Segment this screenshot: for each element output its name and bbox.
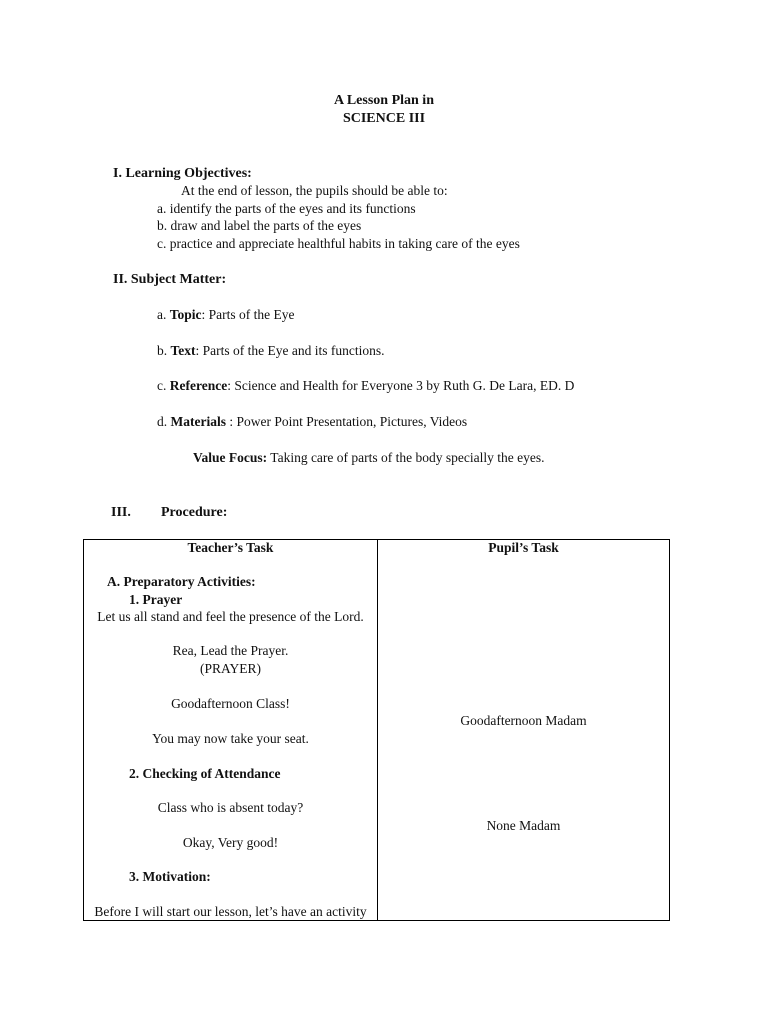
pupil-none-reply: None Madam (486, 818, 561, 833)
procedure-table (83, 539, 670, 921)
reference-line (157, 378, 574, 394)
teacher-greeting: Goodafternoon Class! (171, 696, 290, 711)
motivation-heading: 3. Motivation: (129, 869, 211, 884)
subject-matter-heading: II. Subject Matter: (113, 272, 227, 287)
objectives-intro: At the end of lesson, the pupils should be able to: (181, 183, 448, 198)
take-seat-line: You may now take your seat. (152, 731, 309, 746)
materials-label: Materials (170, 414, 226, 429)
pupil-task-header: Pupil’s Task (488, 540, 559, 555)
prayer-parenthetical: (PRAYER) (199, 661, 261, 676)
objectives-heading: I. Learning Objectives: (113, 166, 252, 181)
activity-line: Before I will start our lesson, let’s have an activity (94, 904, 367, 919)
pupil-greeting: Goodafternoon Madam (460, 713, 587, 728)
reference-prefix: c. (157, 378, 170, 393)
preparatory-activities-heading: A. Preparatory Activities: (107, 574, 256, 589)
objective-item-c: c. practice and appreciate healthful habits in taking care of the eyes (157, 236, 520, 251)
procedure-numeral: III. (111, 505, 131, 520)
objective-item-b: b. draw and label the parts of the eyes (157, 218, 362, 233)
reference-value: : Science and Health for Everyone 3 by Ruth G. De Lara, ED. D (227, 378, 575, 393)
text-label: Text (170, 343, 196, 358)
text-line (157, 343, 384, 359)
procedure-heading: Procedure: (161, 505, 228, 520)
materials-value: : Power Point Presentation, Pictures, Videos (225, 414, 468, 429)
topic-label: Topic (169, 307, 202, 322)
table-column-divider (377, 540, 378, 920)
text-value: : Parts of the Eye and its functions. (195, 343, 385, 358)
prayer-heading: 1. Prayer (129, 592, 183, 607)
attendance-heading: 2. Checking of Attendance (129, 766, 281, 781)
materials-prefix: d. (157, 414, 171, 429)
absent-question: Class who is absent today? (157, 800, 304, 815)
title-line-2: SCIENCE III (342, 111, 426, 126)
value-focus-value: Taking care of parts of the body specially the eyes. (267, 450, 545, 465)
value-focus-label: Value Focus: (193, 450, 268, 465)
prayer-line: Let us all stand and feel the presence of the Lord. (97, 609, 364, 624)
text-prefix: b. (157, 343, 171, 358)
okay-line: Okay, Very good! (182, 835, 279, 850)
reference-label: Reference (169, 378, 228, 393)
title-line-1: A Lesson Plan in (334, 93, 434, 108)
materials-line (157, 414, 467, 430)
value-focus-line (193, 450, 544, 466)
lead-prayer-line: Rea, Lead the Prayer. (172, 643, 289, 658)
topic-value: : Parts of the Eye (201, 307, 295, 322)
topic-prefix: a. (157, 307, 170, 322)
teacher-task-header: Teacher’s Task (187, 540, 274, 555)
objective-item-a: a. identify the parts of the eyes and its functions (157, 201, 416, 216)
topic-line (157, 307, 295, 323)
